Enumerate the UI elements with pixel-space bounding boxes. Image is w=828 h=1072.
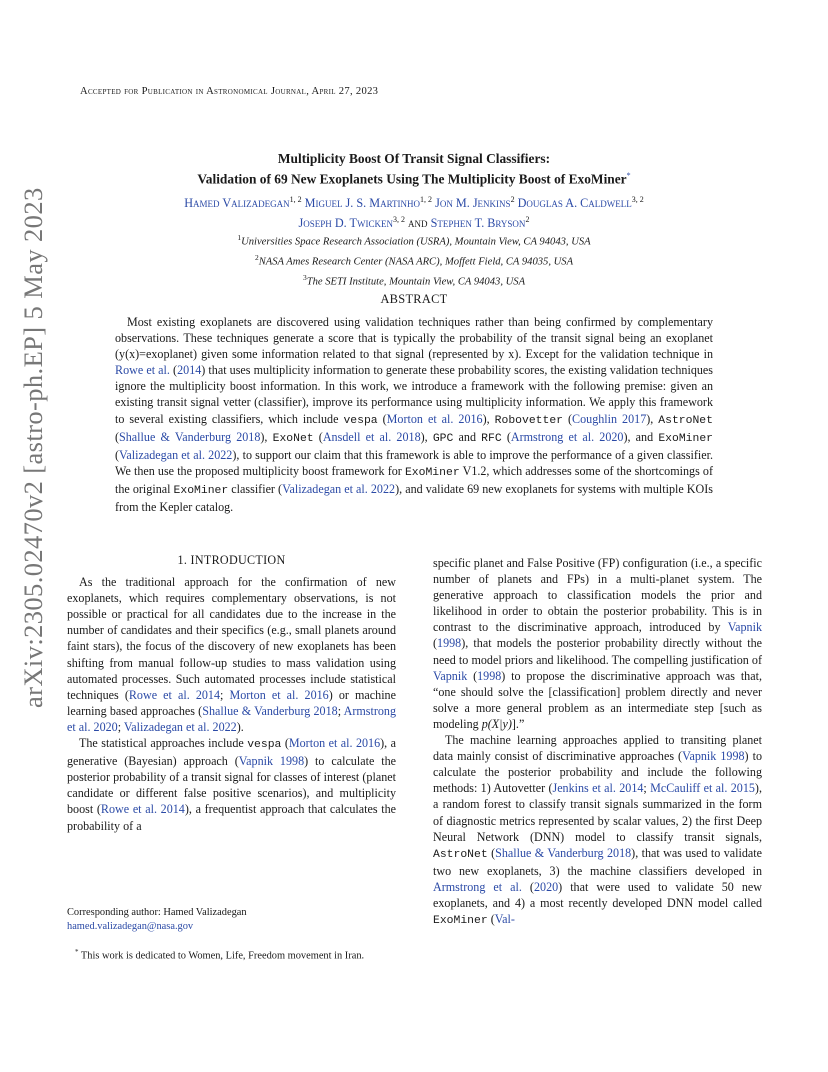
code-name: ExoMiner [433, 915, 488, 928]
citation-link[interactable]: Rowe et al. [115, 363, 170, 378]
author-affiliation-mark: 2 [510, 195, 515, 204]
dedication-footnote: * This work is dedicated to Women, Life, Freedom movement in Iran. [75, 948, 365, 962]
author-affiliation-mark: 1, 2 [420, 195, 433, 204]
code-name: vespa [343, 414, 378, 427]
code-name: Robovetter [494, 414, 564, 427]
title-line-1: Multiplicity Boost Of Transit Signal Classifiers: [277, 151, 551, 166]
affiliation-item: $^2$NASA Ames Research Center (NASA ARC), Moffett Field, CA 94035, USA [254, 252, 574, 268]
citation-link[interactable]: Vapnik 1998 [682, 749, 745, 764]
abstract-heading: ABSTRACT [380, 292, 448, 306]
author-affiliation-mark: 3, 2 [392, 214, 405, 224]
affiliation-list [150, 230, 678, 289]
corresponding-email-link[interactable]: hamed.valizadegan@nasa.gov [67, 921, 194, 932]
paper-title [90, 150, 738, 187]
citation-link[interactable]: Shallue & Vanderburg 2018 [119, 429, 261, 444]
code-name: AstroNet [433, 848, 488, 861]
citation-link[interactable]: Vapnik [433, 668, 468, 683]
code-name: ExoMiner [404, 466, 460, 479]
arxiv-identifier-stamp[interactable]: arXiv:2305.02470v2 [astro-ph.EP] 5 May 2023 [18, 187, 48, 708]
running-head: Accepted for Publication in Astronomical Journal, April 27, 2023 [80, 86, 379, 97]
author-name[interactable]: Jon M. Jenkins [435, 196, 511, 211]
title-footnote-mark[interactable]: * [626, 171, 631, 180]
citation-link[interactable]: 2020 [533, 879, 559, 894]
citation-link[interactable]: Coughlin 2017 [572, 411, 647, 426]
citation-link[interactable]: McCauliff et al. 2015 [650, 781, 755, 796]
citation-link[interactable]: Valizadegan et al. 2022 [119, 447, 233, 462]
math-expression: p(X|y) [481, 716, 512, 731]
citation-link[interactable]: Valizadegan et al. 2022 [123, 719, 237, 734]
code-name: ExoMiner [173, 484, 229, 497]
intro-paragraph-1: As the traditional approach for the confirmation of new exoplanets, which requires complementary observations, is not possible or practical for all candidates due to the increase in the number of candidates and their specifics (e.g., small planets around faint stars), the focus of the discovery of new exoplanets has been shifting from manual follow-up studies to mass validation using automated processes. Such automated processes include statistical techniques (Rowe et al. 2014; Morton et al. 2016) or machine learning based approaches (Shallue & Vanderburg 2018; Armstrong et al. 2020; Valizadegan et al. 2022). [67, 575, 397, 734]
citation-link[interactable]: Armstrong et al. 2020 [67, 703, 397, 734]
citation-link[interactable]: Ansdell et al. 2018 [322, 429, 421, 444]
corresponding-author: Corresponding author: Hamed Valizadegan [67, 907, 247, 918]
affiliation-item: $^1$Universities Space Research Association (USRA), Mountain View, CA 94043, USA [237, 233, 591, 248]
affiliation-item: $^3$The SETI Institute, Mountain View, CA 94043, USA [302, 272, 526, 288]
author-name[interactable]: Douglas A. Caldwell [517, 196, 632, 211]
footnotes [67, 906, 412, 963]
citation-link[interactable]: Jenkins et al. 2014 [552, 781, 644, 796]
citation-link[interactable]: Armstrong et al. [433, 879, 522, 894]
citation-link[interactable]: Vapnik [727, 620, 762, 635]
code-name: vespa [247, 739, 282, 752]
citation-link[interactable]: Val- [494, 912, 515, 927]
author-name[interactable]: Miguel J. S. Martinho [304, 196, 421, 211]
citation-link[interactable]: Rowe et al. 2014 [100, 802, 185, 817]
citation-link[interactable]: Shallue & Vanderburg 2018 [202, 703, 338, 718]
citation-link[interactable]: Armstrong et al. 2020 [510, 429, 624, 444]
intro-paragraph-2: The statistical approaches include vespa (Morton et al. 2016), a generative (Bayesian) approach (Vapnik 1998) to calculate the posterior probability of a transit signal for classes of interest (planet candidate or different false positive scenarios), and multiplicity boost (Rowe et al. 2014), a frequentist approach that calculates the probability of a [67, 736, 396, 833]
citation-link[interactable]: Valizadegan et al. 2022 [282, 481, 396, 496]
author-affiliation-mark: 1, 2 [289, 195, 302, 204]
author-conjunction: and [408, 215, 428, 230]
author-list [110, 192, 718, 231]
citation-link[interactable]: Shallue & Vanderburg 2018 [495, 845, 632, 860]
code-name: RFC [481, 432, 502, 445]
citation-link[interactable]: 2014 [177, 363, 202, 378]
section-heading-introduction: 1. INTRODUCTION [177, 553, 286, 567]
left-column [67, 552, 396, 834]
abstract-text: Most existing exoplanets are discovered using validation techniques rather than being confirmed by complementary observations. These techniques generate a score that is typically the probability of the transit signal being an exoplanet (y(x)=exoplanet) given some information related to that signal (represented by x). Except for the validation technique in Rowe et al. (2014) that uses multiplicity information to generate these probability scores, the existing validation techniques ignore the multiplicity boost information. In this work, we introduce a framework with the following premise: given an existing transit signal vetter (classifier), improve its performance using multiplicity information. We apply this framework to several existing classifiers, which include vespa (Morton et al. 2016), Robovetter (Coughlin 2017), AstroNet (Shallue & Vanderburg 2018), ExoNet (Ansdell et al. 2018), GPC and RFC (Armstrong et al. 2020), and ExoMiner (Valizadegan et al. 2022), to support our claim that this framework is able to improve the performance of a given classifier. We then use the proposed multiplicity boost framework for ExoMiner V1.2, which addresses some of the shortcomings of the original ExoMiner classifier (Valizadegan et al. 2022), and validate 69 new exoplanets for systems with multiple KOIs from the Kepler catalog. [115, 315, 714, 515]
author-name[interactable]: Joseph D. Twicken [298, 215, 393, 230]
citation-link[interactable]: Morton et al. 2016 [229, 687, 329, 702]
code-name: ExoMiner [658, 432, 714, 445]
citation-link[interactable]: Morton et al. 2016 [386, 411, 483, 426]
intro-paragraph-4: The machine learning approaches applied to transiting planet data mainly consist of discriminative approaches (Vapnik 1998) to calculate the posterior probability and include the following methods: 1) Autovetter (Jenkins et al. 2014; McCauliff et al. 2015), a random forest to classify transit signals summarized in the form of diagnostic metrics represented by scalar values, 2) the first Deep Neural Network (DNN) model to classify transit signals, AstroNet (Shallue & Vanderburg 2018), that was used to validate two new exoplanets, 3) the machine classifiers developed in Armstrong et al. (2020) that were used to validate 50 new exoplanets, and 4) a most recently developed DNN model called ExoMiner (Val- [433, 733, 763, 928]
author-name[interactable]: Hamed Valizadegan [184, 196, 290, 211]
title-line-2: Validation of 69 New Exoplanets Using The Multiplicity Boost of ExoMiner* [197, 171, 631, 187]
code-name: GPC [432, 432, 454, 445]
code-name: AstroNet [658, 414, 713, 427]
citation-link[interactable]: Rowe et al. 2014 [128, 687, 221, 702]
code-name: ExoNet [272, 432, 314, 445]
author-name[interactable]: Stephen T. Bryson [430, 215, 526, 230]
citation-link[interactable]: Morton et al. 2016 [288, 736, 381, 751]
citation-link[interactable]: 1998 [437, 636, 462, 651]
citation-link[interactable]: 1998 [477, 668, 502, 683]
intro-paragraph-3: specific planet and False Positive (FP) configuration (i.e., a specific number of planets and FPs) in a multi-planet system. The generative approach to classification models the prior and likelihood in order to obtain the posterior probability. This is in contrast to the discriminative approach, introduced by Vapnik (1998), that models the posterior probability directly without the need to model priors and likelihood. The compelling justification of Vapnik (1998) to propose the discriminative approach was that, “one should solve the [classification] problem directly and never solve a more general problem as an intermediate step [such as modeling p(X|y)].” [433, 556, 762, 731]
author-affiliation-mark: 2 [525, 214, 530, 224]
citation-link[interactable]: Vapnik 1998 [238, 754, 305, 769]
right-column [433, 555, 762, 929]
author-affiliation-mark: 3, 2 [631, 195, 644, 204]
